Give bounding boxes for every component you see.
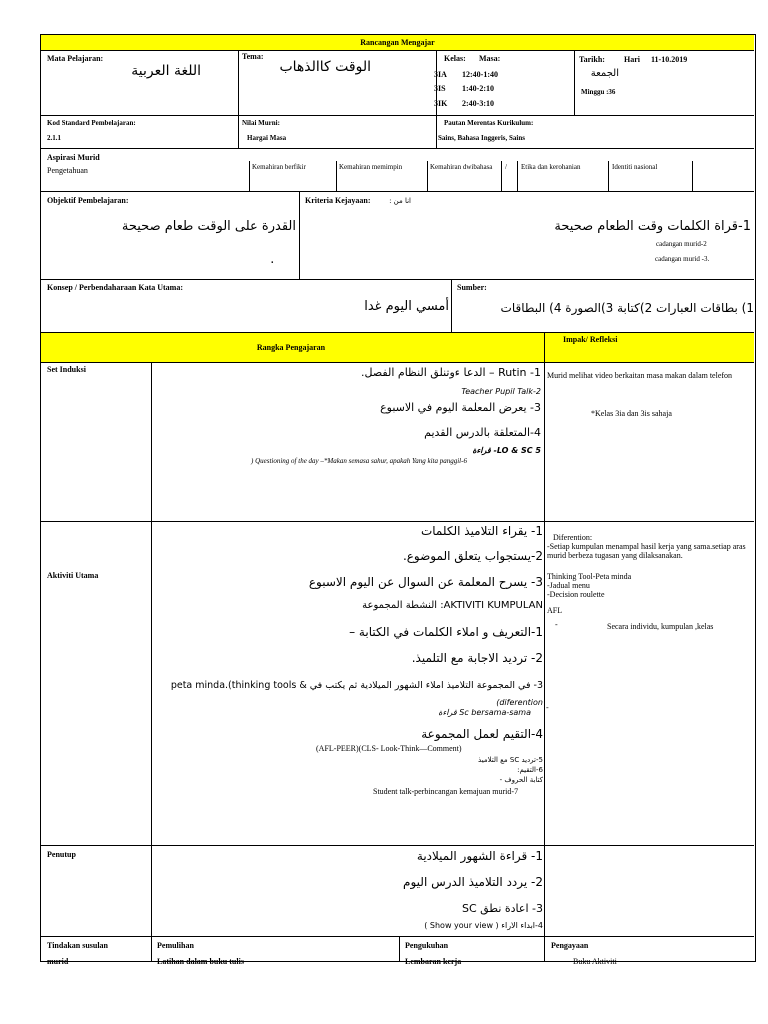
aktiviti-line-9: Sc bersama-sama قراءة	[438, 708, 531, 717]
aktiviti-line-14: كتابة الحروف -	[499, 776, 543, 784]
source-text: 1) بطاقات العبارات 2)كتابة 3)الصورة 4) البطاقات	[500, 301, 754, 315]
aktiviti-line-4: AKTIVITI KUMPULAN: النشطة المجموعة	[362, 600, 543, 611]
standard-value: 2.1.1	[47, 134, 61, 142]
aktiviti-reflection-4: -Jadual menu	[547, 581, 590, 590]
induksi-line-2: Teacher Pupil Talk-2	[461, 387, 541, 396]
aktiviti-line-13: 6-التقيم:	[517, 766, 543, 774]
aktiviti-side-mark: -	[546, 703, 549, 712]
cross-curriculum-label: Pautan Merentas Kurikulum:	[444, 119, 534, 127]
class-row: 3IS	[434, 84, 446, 93]
aktiviti-reflection-3: Thinking Tool-Peta minda	[547, 572, 632, 581]
plan-header-title: Rangka Pengajaran	[256, 343, 326, 352]
aktiviti-line-7: 3- في المجموعة التلاميذ املاء الشهور الميلادية ثم يكتب في & peta minda.(thinking tools	[170, 680, 543, 691]
followup-label: Tindakan susulan	[47, 941, 109, 950]
aspiration-item: Kemahiran berfikir	[252, 163, 306, 171]
time-label: Masa:	[479, 54, 501, 63]
aktiviti-reflection-6: AFL	[547, 606, 563, 615]
class-label: Kelas:	[444, 54, 466, 63]
penutup-line-1: 1- قراءة الشهور الميلادية	[416, 849, 543, 863]
aktiviti-reflection-1: Diferention:	[553, 533, 593, 542]
aspiration-item: Identiti nasional	[612, 163, 658, 171]
objective-dot: .	[271, 255, 274, 266]
theme-value: الوقت كاالذهاب	[279, 59, 371, 75]
standard-label: Kod Standard Pembelajaran:	[47, 119, 136, 127]
lesson-plan-page	[40, 34, 756, 966]
measure-value: Lembaran kerja	[405, 957, 462, 966]
aktiviti-label: Aktiviti Utama	[47, 571, 99, 580]
day-label: Hari	[624, 55, 640, 64]
concept-label: Konsep / Perbendaharaan Kata Utama:	[47, 283, 183, 292]
class-time: 2:40-3:10	[462, 99, 494, 108]
aktiviti-reflection-5: -Decision roulette	[547, 590, 605, 599]
aktiviti-reflection-2: -Setiap kumpulan menampal hasil kerja yang sama.setiap aras murid berbeza tugasan yang dilaksanakan.	[547, 542, 746, 560]
enrich-value: Buku Aktiviti	[573, 957, 617, 966]
induksi-line-1: Rutin -1 – الدعا ءوتنلق النظام الفصل.	[361, 366, 541, 379]
cross-curriculum-value: Sains, Bahasa Inggeris, Sains	[438, 134, 525, 142]
objective-label: Objektif Pembelajaran:	[47, 196, 129, 205]
aktiviti-line-3: 3- يسرح المعلمة عن السوال عن اليوم الاسبوع	[308, 575, 543, 589]
date-value: 11-10.2019	[651, 55, 688, 64]
aktiviti-line-15: Student talk-perbincangan kemajuan murid-7	[373, 787, 519, 796]
subject-label: Mata Pelajaran:	[47, 54, 104, 63]
penutup-line-4: 4-ابداء الاراء ( Show your view )	[424, 921, 543, 930]
induksi-line-3: 3- يعرض المعلمة اليوم في الاسبوع	[380, 401, 541, 414]
followup-label-2: murid	[47, 957, 69, 966]
subject-value: اللغة العربية	[131, 63, 201, 79]
class-row: 3IA	[434, 70, 447, 79]
class-time: 12:40-1:40	[462, 70, 498, 79]
measure-label: Pengukuhan	[405, 941, 449, 950]
aspiration-sublabel: Pengetahuan	[47, 166, 88, 175]
criteria-note: انا من :	[389, 197, 411, 205]
remedial-value: Latihan dalam buku tulis	[157, 957, 244, 966]
values-label: Nilai Murni:	[242, 119, 280, 127]
induksi-reflection: Murid melihat video berkaitan masa makan dalam telefon	[547, 371, 733, 380]
aspiration-item: Kemahiran memimpin	[339, 163, 403, 171]
page-title: Rancangan Mengajar	[360, 38, 435, 47]
criteria-label: Kriteria Kejayaan:	[305, 196, 371, 205]
induksi-note: *Kelas 3ia dan 3is sahaja	[591, 409, 672, 418]
objective-text: القدرة على الوقت طعام صحيحة	[121, 219, 296, 234]
aktiviti-line-10: 4-التقيم لعمل المجموعة	[421, 727, 543, 741]
aktiviti-line-1: 1- يقراء التلاميذ الكلمات	[420, 524, 543, 538]
aspiration-check: /	[505, 163, 507, 171]
aspiration-item: Etika dan kerohanian	[521, 163, 581, 171]
aktiviti-line-2: 2-يستجواب يتعلق الموضوع.	[402, 549, 543, 563]
enrich-label: Pengayaan	[551, 941, 589, 950]
set-induksi-label: Set Induksi	[47, 365, 86, 374]
induksi-line-5: LO & SC 5- قراءة	[472, 446, 541, 455]
source-label: Sumber:	[457, 283, 487, 292]
induksi-line-4: 4-المتعلقة بالدرس القديم	[424, 426, 541, 439]
date-label: Tarikh:	[579, 55, 605, 64]
values-value: Hargai Masa	[247, 134, 287, 142]
criteria-item-3: cadangan murid -3.	[655, 255, 710, 263]
class-time: 1:40-2:10	[462, 84, 494, 93]
criteria-item-2: cadangan murid-2	[656, 240, 707, 248]
remedial-label: Pemulihan	[157, 941, 194, 950]
reflection-header: Impak/ Refleksi	[563, 335, 618, 344]
class-row: 3IK	[434, 99, 448, 108]
aspiration-item: Kemahiran dwibahasa	[430, 163, 493, 171]
day-value: الجمعة	[590, 68, 619, 79]
criteria-main: 1-قراة الكلمات وقت الطعام صحيحة	[554, 219, 751, 234]
aktiviti-line-5: 1-التعريف و املاء الكلمات في الكتابة –	[349, 625, 543, 639]
penutup-label: Penutup	[47, 850, 76, 859]
theme-label: Tema:	[242, 52, 264, 61]
penutup-line-2: 2- يردد التلاميذ الدرس اليوم	[403, 875, 543, 889]
aktiviti-line-12: 5-ترديد SC مع التلاميذ	[478, 756, 543, 764]
penutup-line-3: 3- اعادة نطق SC	[461, 902, 543, 915]
aktiviti-line-11: (AFL-PEER)(CLS- Look-Think—Comment)	[316, 744, 462, 753]
induksi-line-6: ) Questioning of the day –*Makan semasa sahur, apakah Yang kita panggil-6	[251, 457, 467, 465]
aktiviti-reflection-8: Secara individu, kumpulan ,kelas	[607, 622, 714, 631]
week-number: Minggu :36	[581, 88, 616, 96]
aktiviti-line-8: diferention)	[496, 698, 543, 707]
concept-text: أمسي اليوم غدا	[364, 299, 449, 314]
aktiviti-reflection-7: -	[555, 620, 558, 629]
aktiviti-line-6: 2- ترديد الاجابة مع التلميذ.	[411, 651, 543, 665]
aspiration-label: Aspirasi Murid	[47, 153, 100, 162]
